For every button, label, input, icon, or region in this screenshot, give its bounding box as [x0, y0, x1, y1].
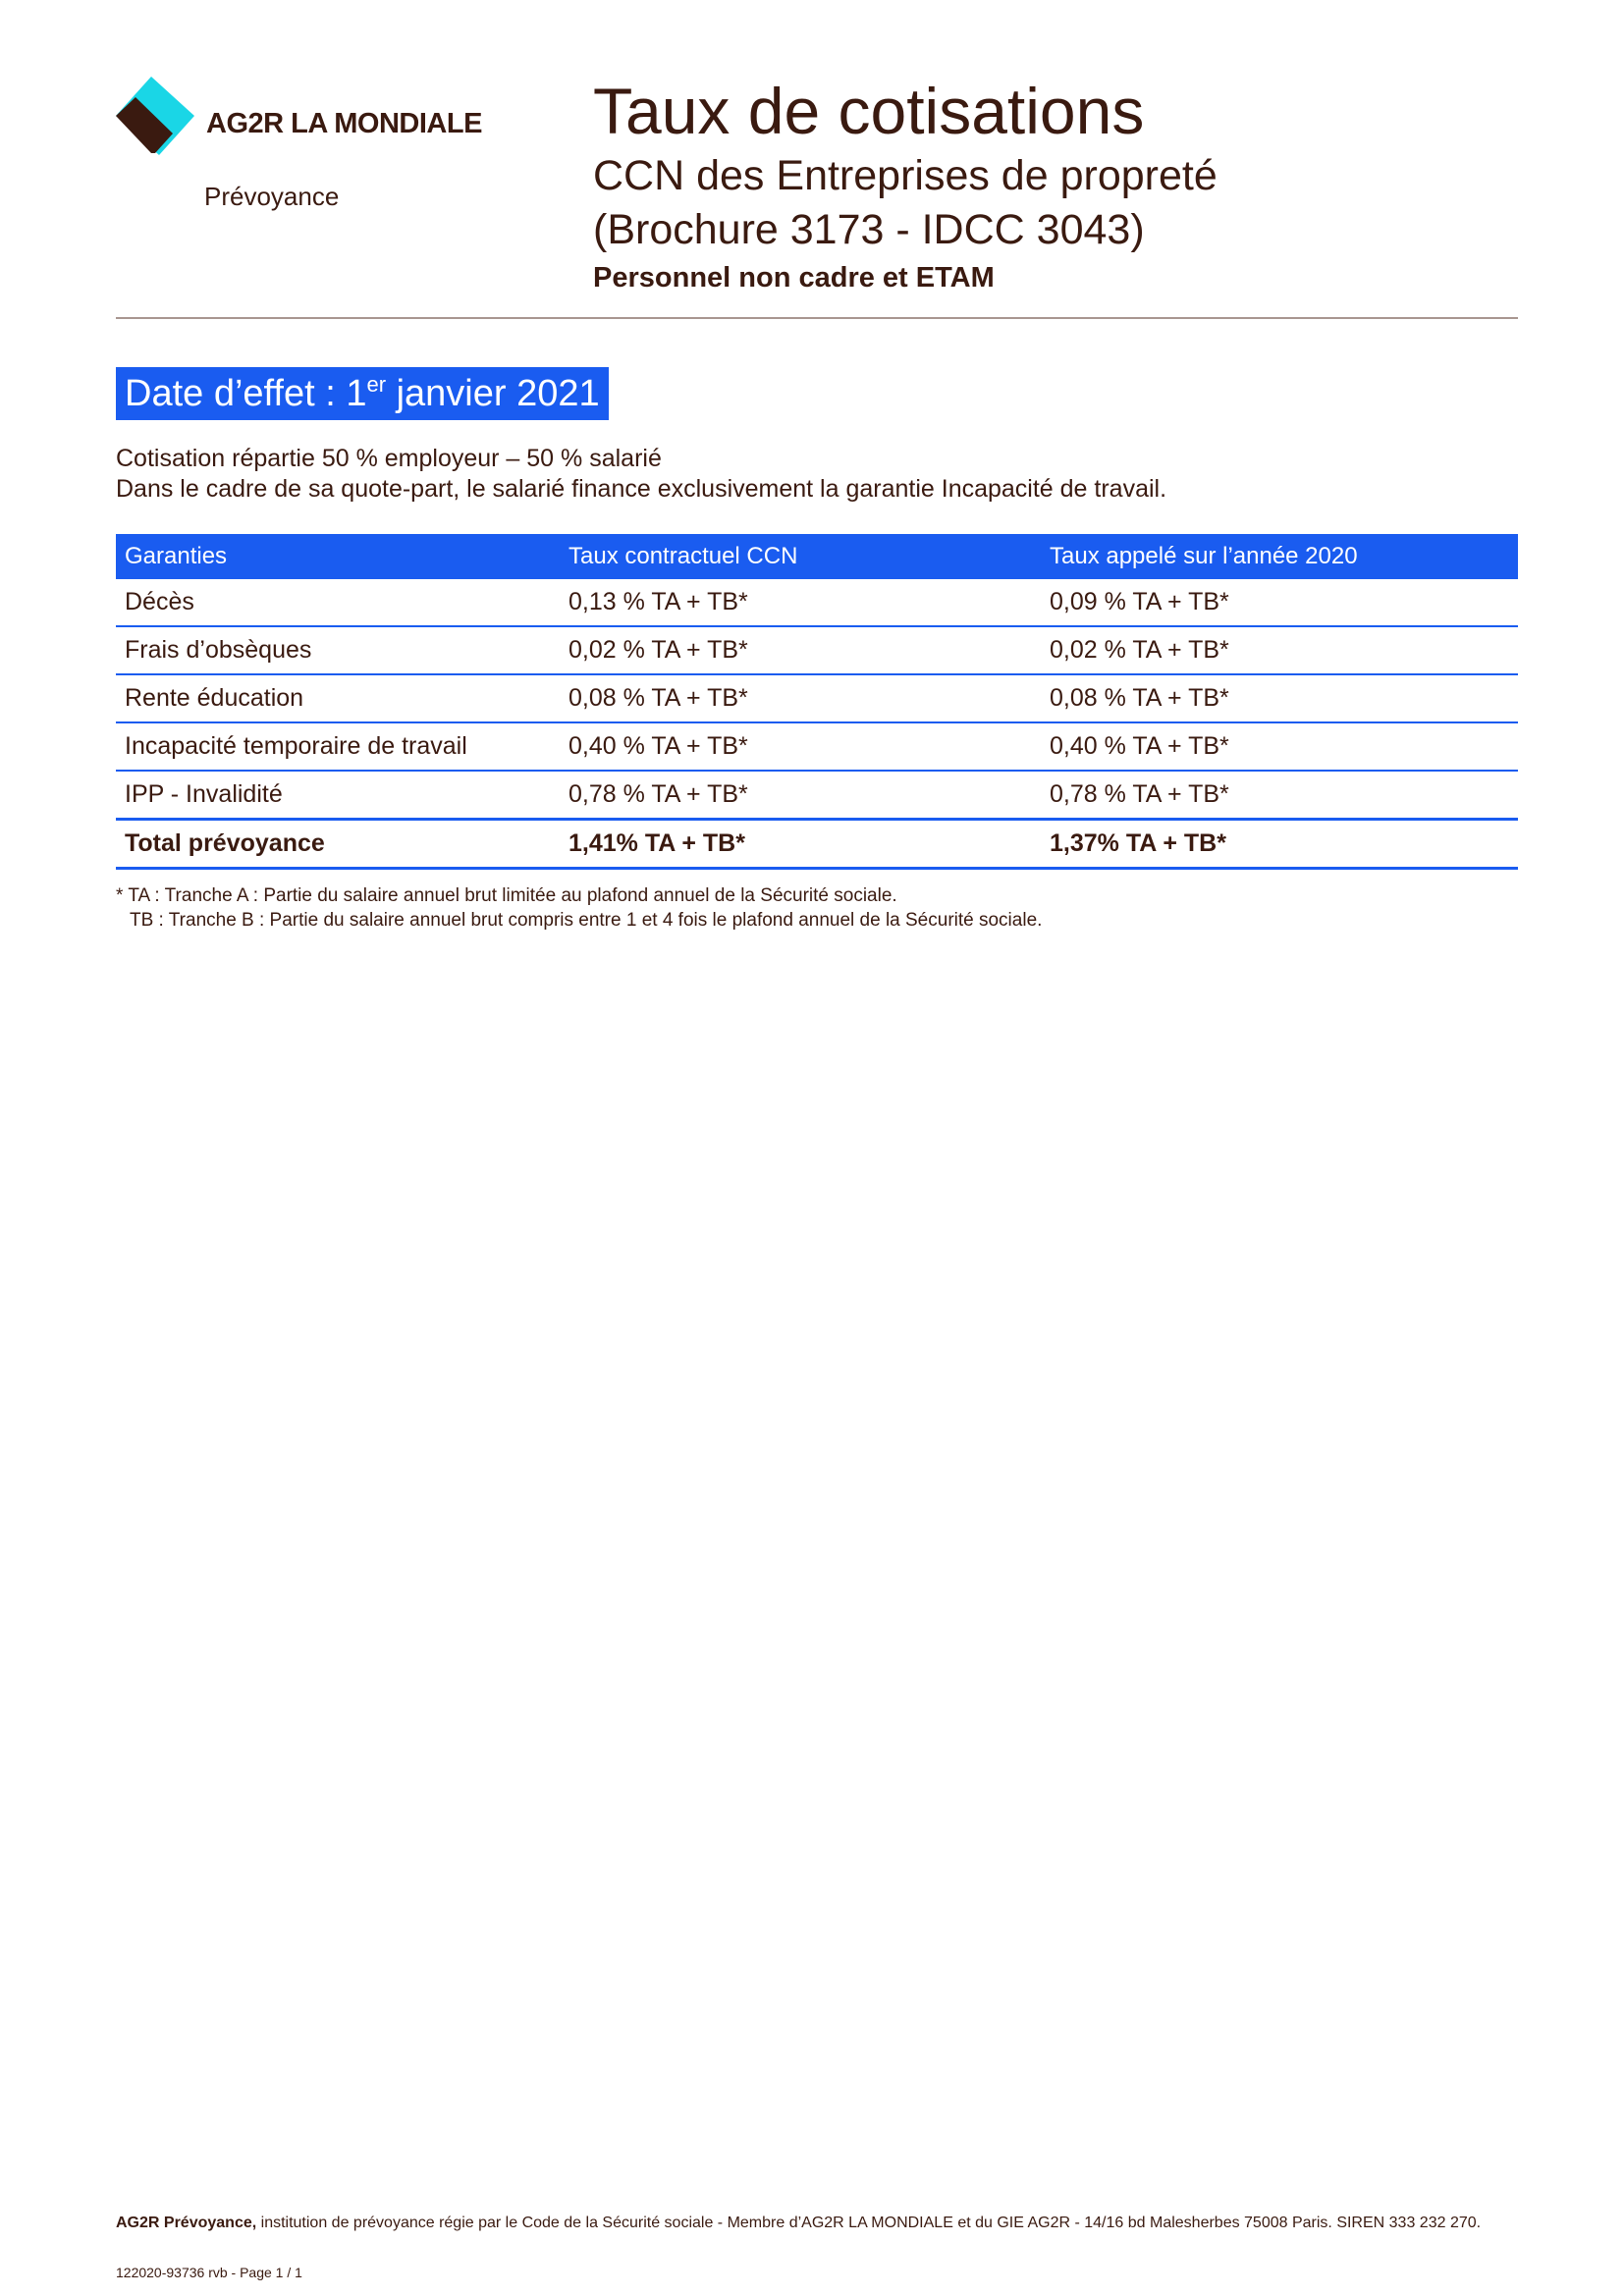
intro-line-2: Dans le cadre de sa quote-part, le salarié finance exclusivement la garantie Incapacité de travail.: [116, 475, 1167, 503]
date-superscript: er: [366, 372, 387, 397]
page-title: Taux de cotisations: [593, 75, 1145, 147]
cell-taux-contractuel: 0,40 % TA + TB*: [560, 722, 1041, 771]
document-reference: 122020-93736 rvb - Page 1 / 1: [116, 2265, 302, 2280]
sub-brand: Prévoyance: [204, 182, 340, 211]
intro-line-1: Cotisation répartie 50 % employeur – 50 % salarié: [116, 445, 662, 472]
rates-table: [116, 534, 1518, 870]
cell-taux-contractuel: 0,78 % TA + TB*: [560, 771, 1041, 820]
cell-garantie: Frais d’obsèques: [116, 626, 560, 674]
table-header-row: [116, 534, 1518, 579]
intro-text: [116, 444, 1166, 505]
cell-taux-appele: 0,78 % TA + TB*: [1041, 771, 1518, 820]
cell-taux-appele: 0,08 % TA + TB*: [1041, 674, 1518, 722]
legal-text: institution de prévoyance régie par le Code de la Sécurité sociale - Membre d’AG2R LA MONDIALE et du GIE AG2R - 14/16 bd Malesherbes 75008 Paris. SIREN 333 232 270.: [256, 2215, 1482, 2231]
table-total-row: [116, 820, 1518, 869]
ag2r-logo-mark: [116, 77, 194, 155]
footnote-tb: TB : Tranche B : Partie du salaire annuel brut compris entre 1 et 4 fois le plafond annuel de la Sécurité sociale.: [130, 910, 1043, 931]
cell-garantie: Incapacité temporaire de travail: [116, 722, 560, 771]
header-divider: [116, 317, 1518, 319]
legal-footer: [116, 2215, 1481, 2232]
table-row: [116, 626, 1518, 674]
header-taux-appele: Taux appelé sur l’année 2020: [1041, 534, 1518, 579]
table-row: [116, 722, 1518, 771]
cell-garantie: IPP - Invalidité: [116, 771, 560, 820]
header-taux-contractuel: Taux contractuel CCN: [560, 534, 1041, 579]
cell-taux-appele: 0,40 % TA + TB*: [1041, 722, 1518, 771]
cell-taux-contractuel: 0,08 % TA + TB*: [560, 674, 1041, 722]
date-prefix: Date d’effet : 1: [125, 373, 367, 414]
subtitle-line-2: (Brochure 3173 - IDCC 3043): [593, 206, 1145, 253]
subtitle-bold: Personnel non cadre et ETAM: [593, 262, 995, 294]
effective-date-badge: [116, 367, 609, 420]
table-row: [116, 579, 1518, 626]
footnote-ta: * TA : Tranche A : Partie du salaire annuel brut limitée au plafond annuel de la Sécurité sociale.: [116, 885, 897, 906]
cell-taux-contractuel: 0,13 % TA + TB*: [560, 579, 1041, 626]
total-taux-contractuel: 1,41% TA + TB*: [560, 820, 1041, 869]
header-garanties: Garanties: [116, 534, 560, 579]
cell-taux-contractuel: 0,02 % TA + TB*: [560, 626, 1041, 674]
footnotes: [116, 883, 1042, 933]
cell-taux-appele: 0,02 % TA + TB*: [1041, 626, 1518, 674]
total-taux-appele: 1,37% TA + TB*: [1041, 820, 1518, 869]
legal-bold: AG2R Prévoyance,: [116, 2215, 257, 2231]
cell-garantie: Rente éducation: [116, 674, 560, 722]
cell-taux-appele: 0,09 % TA + TB*: [1041, 579, 1518, 626]
date-suffix: janvier 2021: [386, 373, 600, 414]
total-label: Total prévoyance: [116, 820, 560, 869]
cell-garantie: Décès: [116, 579, 560, 626]
table-row: [116, 771, 1518, 820]
subtitle-line-1: CCN des Entreprises de propreté: [593, 152, 1218, 199]
table-row: [116, 674, 1518, 722]
brand-name: AG2R LA MONDIALE: [206, 108, 482, 139]
